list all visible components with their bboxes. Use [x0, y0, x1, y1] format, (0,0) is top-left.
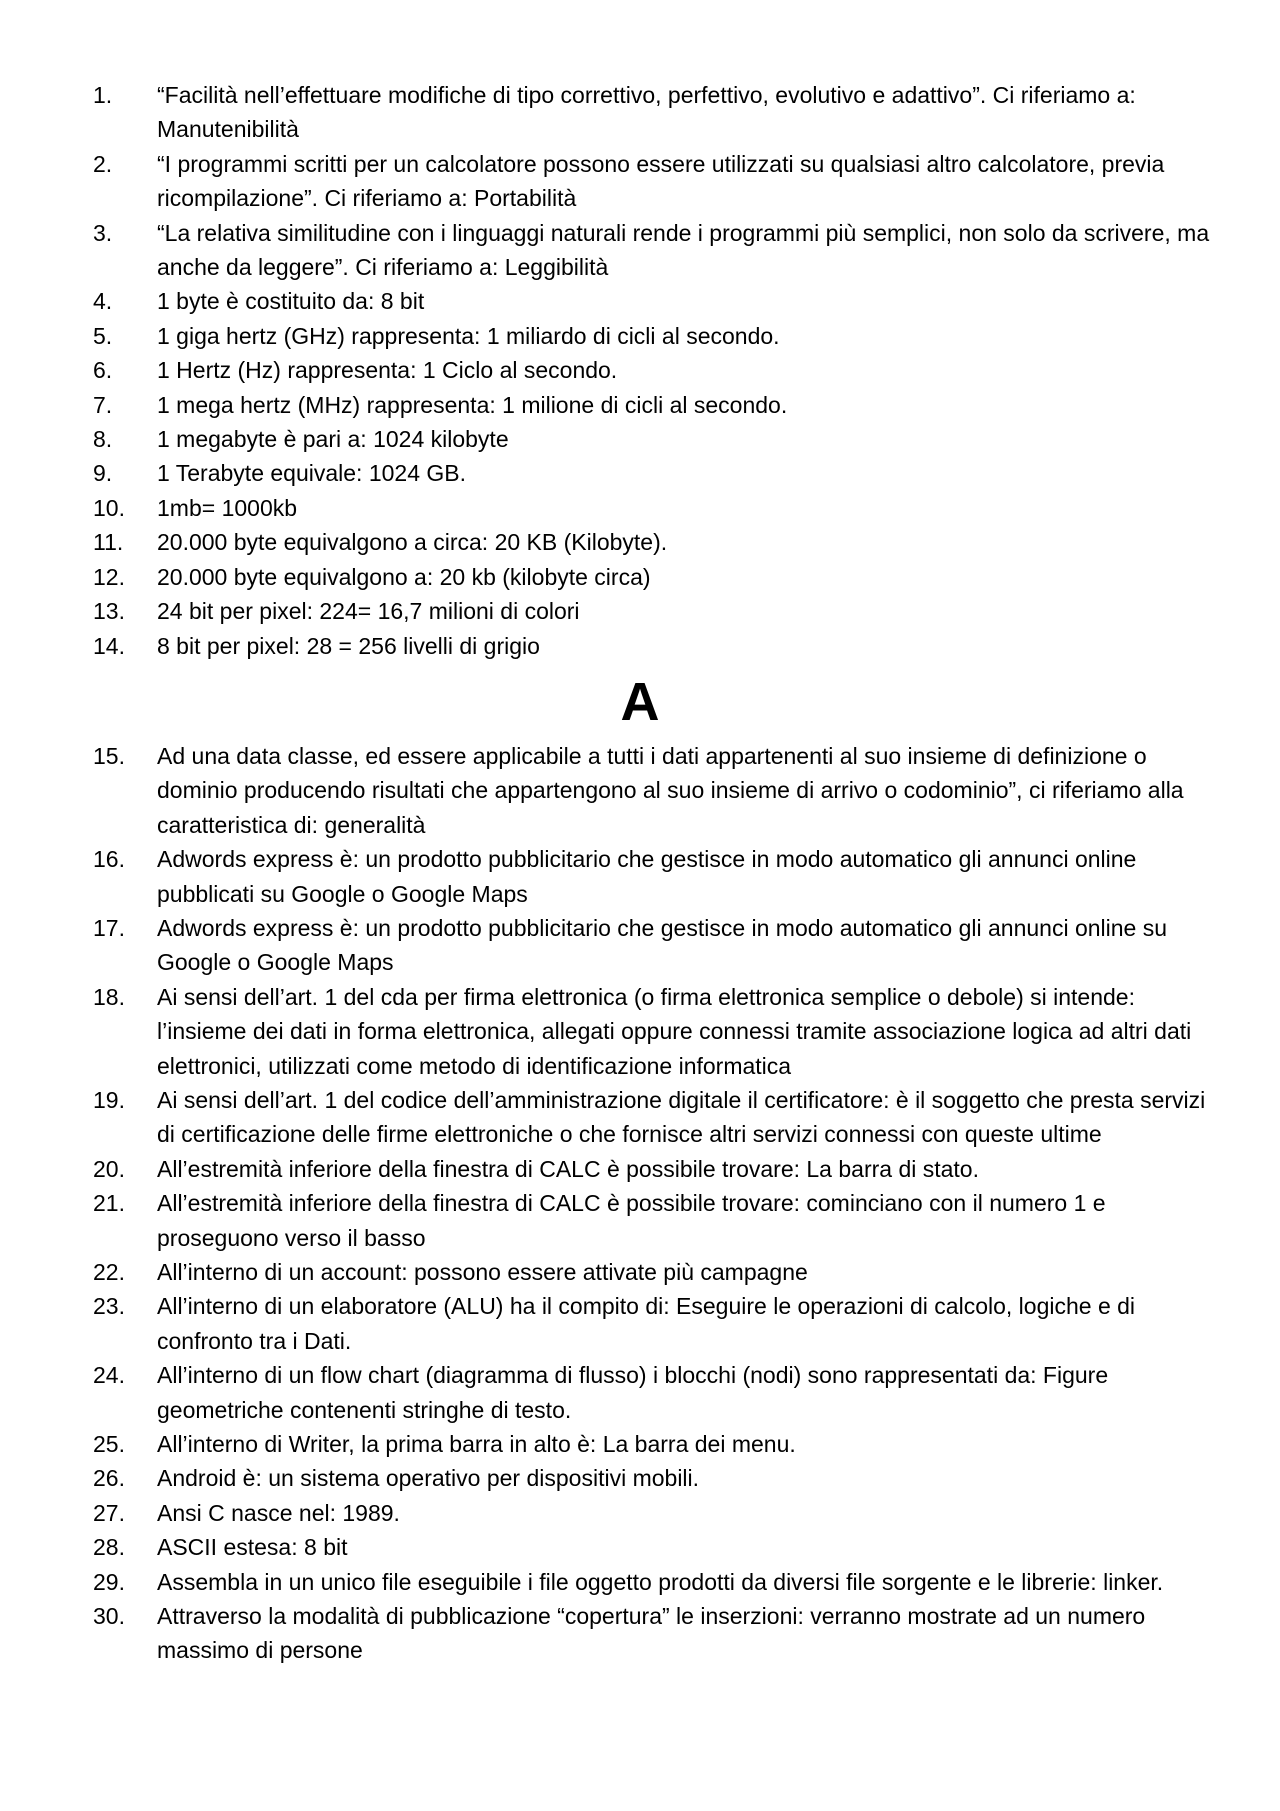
item-text: Attraverso la modalità di pubblicazione “copertura” le inserzioni: verranno mostrate ad un numero massimo di persone	[157, 1603, 1146, 1664]
list-item	[0, 1186, 1280, 1255]
item-number: 23.	[93, 1293, 125, 1320]
item-text: Adwords express è: un prodotto pubblicitario che gestisce in modo automatico gli annunci online su Google o Google Maps	[157, 914, 1168, 976]
item-text: 1 giga hertz (GHz) rappresenta: 1 miliardo di cicli al secondo.	[157, 322, 780, 349]
item-text: All’interno di Writer, la prima barra in alto è: La barra dei menu.	[157, 1431, 796, 1458]
item-number: 10.	[93, 494, 125, 521]
item-text: “Facilità nell’effettuare modifiche di tipo correttivo, perfettivo, evolutivo e adattivo”. Ci riferiamo a: Manutenibilità	[157, 82, 1136, 143]
list-item	[0, 1152, 1280, 1186]
list-item	[0, 491, 1280, 525]
list-item	[0, 1565, 1280, 1599]
item-text: “I programmi scritti per un calcolatore possono essere utilizzati su qualsiasi altro calcolatore, previa ricompilazione”. Ci riferiamo a: Portabilità	[157, 150, 1165, 212]
item-text: 8 bit per pixel: 28 = 256 livelli di grigio	[157, 632, 540, 659]
list-item	[0, 560, 1280, 594]
item-text: Ai sensi dell’art. 1 del codice dell’amministrazione digitale il certificatore: è il soggetto che presta servizi di certificazione delle firme elettroniche o che fornisce altri servizi connessi con queste ultime	[157, 1086, 1206, 1148]
list-item	[0, 456, 1280, 490]
list-item	[0, 284, 1280, 318]
item-text: 1mb= 1000kb	[157, 494, 298, 521]
item-number: 5.	[93, 322, 113, 349]
list-item	[0, 1255, 1280, 1289]
list-item	[0, 216, 1280, 285]
numbered-list-a	[0, 739, 1280, 1668]
item-number: 22.	[93, 1259, 125, 1285]
item-number: 29.	[93, 1568, 125, 1595]
item-text: 1 mega hertz (MHz) rappresenta: 1 milione di cicli al secondo.	[157, 391, 788, 418]
item-number: 13.	[93, 598, 125, 625]
item-number: 11.	[93, 529, 124, 556]
list-item	[0, 78, 1280, 147]
item-number: 8.	[93, 426, 113, 453]
item-number: 19.	[93, 1086, 125, 1113]
section-heading-a: A	[620, 671, 660, 732]
list-item	[0, 1461, 1280, 1495]
item-text: ASCII estesa: 8 bit	[157, 1534, 348, 1561]
list-item	[0, 1427, 1280, 1461]
numbered-list-top	[0, 78, 1280, 663]
list-item	[0, 911, 1280, 980]
item-number: 18.	[93, 983, 125, 1010]
list-item	[0, 422, 1280, 456]
item-number: 30.	[93, 1603, 125, 1630]
item-text: Adwords express è: un prodotto pubblicitario che gestisce in modo automatico gli annunci online pubblicati su Google o Google Maps	[157, 846, 1137, 907]
item-number: 12.	[93, 563, 125, 590]
item-number: 16.	[93, 846, 125, 873]
item-text: Ad una data classe, ed essere applicabile a tutti i dati appartenenti al suo insieme di definizione o dominio producendo risultati che appartengono al suo insieme di arrivo o codominio”, ci riferiamo alla caratteristica di: generalità	[157, 742, 1184, 838]
list-item	[0, 1083, 1280, 1152]
item-number: 1.	[93, 82, 113, 108]
item-text: Assembla in un unico file eseguibile i file oggetto prodotti da diversi file sorgente e le librerie: linker.	[157, 1568, 1164, 1595]
list-item	[0, 1599, 1280, 1668]
item-number: 28.	[93, 1534, 125, 1561]
list-item	[0, 319, 1280, 353]
item-text: All’interno di un flow chart (diagramma di flusso) i blocchi (nodi) sono rappresentati da: Figure geometriche contenenti stringhe di testo.	[157, 1362, 1109, 1423]
list-item	[0, 1530, 1280, 1564]
item-text: 1 byte è costituito da: 8 bit	[157, 288, 425, 315]
list-item	[0, 1289, 1280, 1358]
list-item	[0, 980, 1280, 1083]
item-number: 14.	[93, 632, 125, 659]
list-item	[0, 388, 1280, 422]
item-text: 1 Terabyte equivale: 1024 GB.	[157, 460, 467, 487]
item-number: 3.	[93, 219, 113, 246]
item-number: 24.	[93, 1362, 125, 1389]
list-item	[0, 353, 1280, 387]
list-item	[0, 594, 1280, 628]
item-number: 27.	[93, 1499, 125, 1526]
list-item	[0, 629, 1280, 663]
item-number: 7.	[93, 391, 113, 418]
item-number: 4.	[93, 288, 113, 315]
item-text: All’interno di un account: possono essere attivate più campagne	[157, 1259, 808, 1285]
item-text: 20.000 byte equivalgono a: 20 kb (kilobyte circa)	[157, 563, 651, 590]
item-number: 9.	[93, 460, 113, 487]
item-number: 6.	[93, 357, 113, 384]
list-item	[0, 147, 1280, 216]
item-number: 17.	[93, 914, 125, 941]
item-text: Ansi C nasce nel: 1989.	[157, 1499, 400, 1526]
item-text: All’estremità inferiore della finestra di CALC è possibile trovare: cominciano con il numero 1 e proseguono verso il basso	[157, 1190, 1106, 1251]
item-number: 21.	[93, 1190, 125, 1217]
item-number: 25.	[93, 1431, 125, 1458]
list-item	[0, 525, 1280, 559]
item-text: Ai sensi dell’art. 1 del cda per firma elettronica (o firma elettronica semplice o debole) si intende: l’insieme dei dati in forma elettronica, allegati oppure connessi tramite associazione logica ad altri dati elettronici, utilizzati come metodo di identificazione informatica	[157, 983, 1192, 1079]
list-item	[0, 842, 1280, 911]
item-number: 20.	[93, 1155, 125, 1182]
item-text: 24 bit per pixel: 224= 16,7 milioni di colori	[157, 598, 580, 625]
item-text: 1 Hertz (Hz) rappresenta: 1 Ciclo al secondo.	[157, 357, 618, 384]
item-text: “La relativa similitudine con i linguaggi naturali rende i programmi più semplici, non solo da scrivere, ma anche da leggere”. Ci riferiamo a: Leggibilità	[157, 219, 1210, 281]
item-number: 26.	[93, 1465, 125, 1492]
item-number: 15.	[93, 742, 125, 769]
item-text: All’interno di un elaboratore (ALU) ha il compito di: Eseguire le operazioni di calcolo, logiche e di confronto tra i Dati.	[157, 1293, 1136, 1354]
item-number: 2.	[93, 150, 113, 177]
list-item	[0, 1358, 1280, 1427]
list-item	[0, 1496, 1280, 1530]
list-item	[0, 739, 1280, 842]
item-text: 1 megabyte è pari a: 1024 kilobyte	[157, 426, 509, 453]
item-text: Android è: un sistema operativo per dispositivi mobili.	[157, 1465, 700, 1492]
item-text: All’estremità inferiore della finestra di CALC è possibile trovare: La barra di stato.	[157, 1155, 979, 1182]
item-text: 20.000 byte equivalgono a circa: 20 KB (Kilobyte).	[157, 529, 668, 556]
